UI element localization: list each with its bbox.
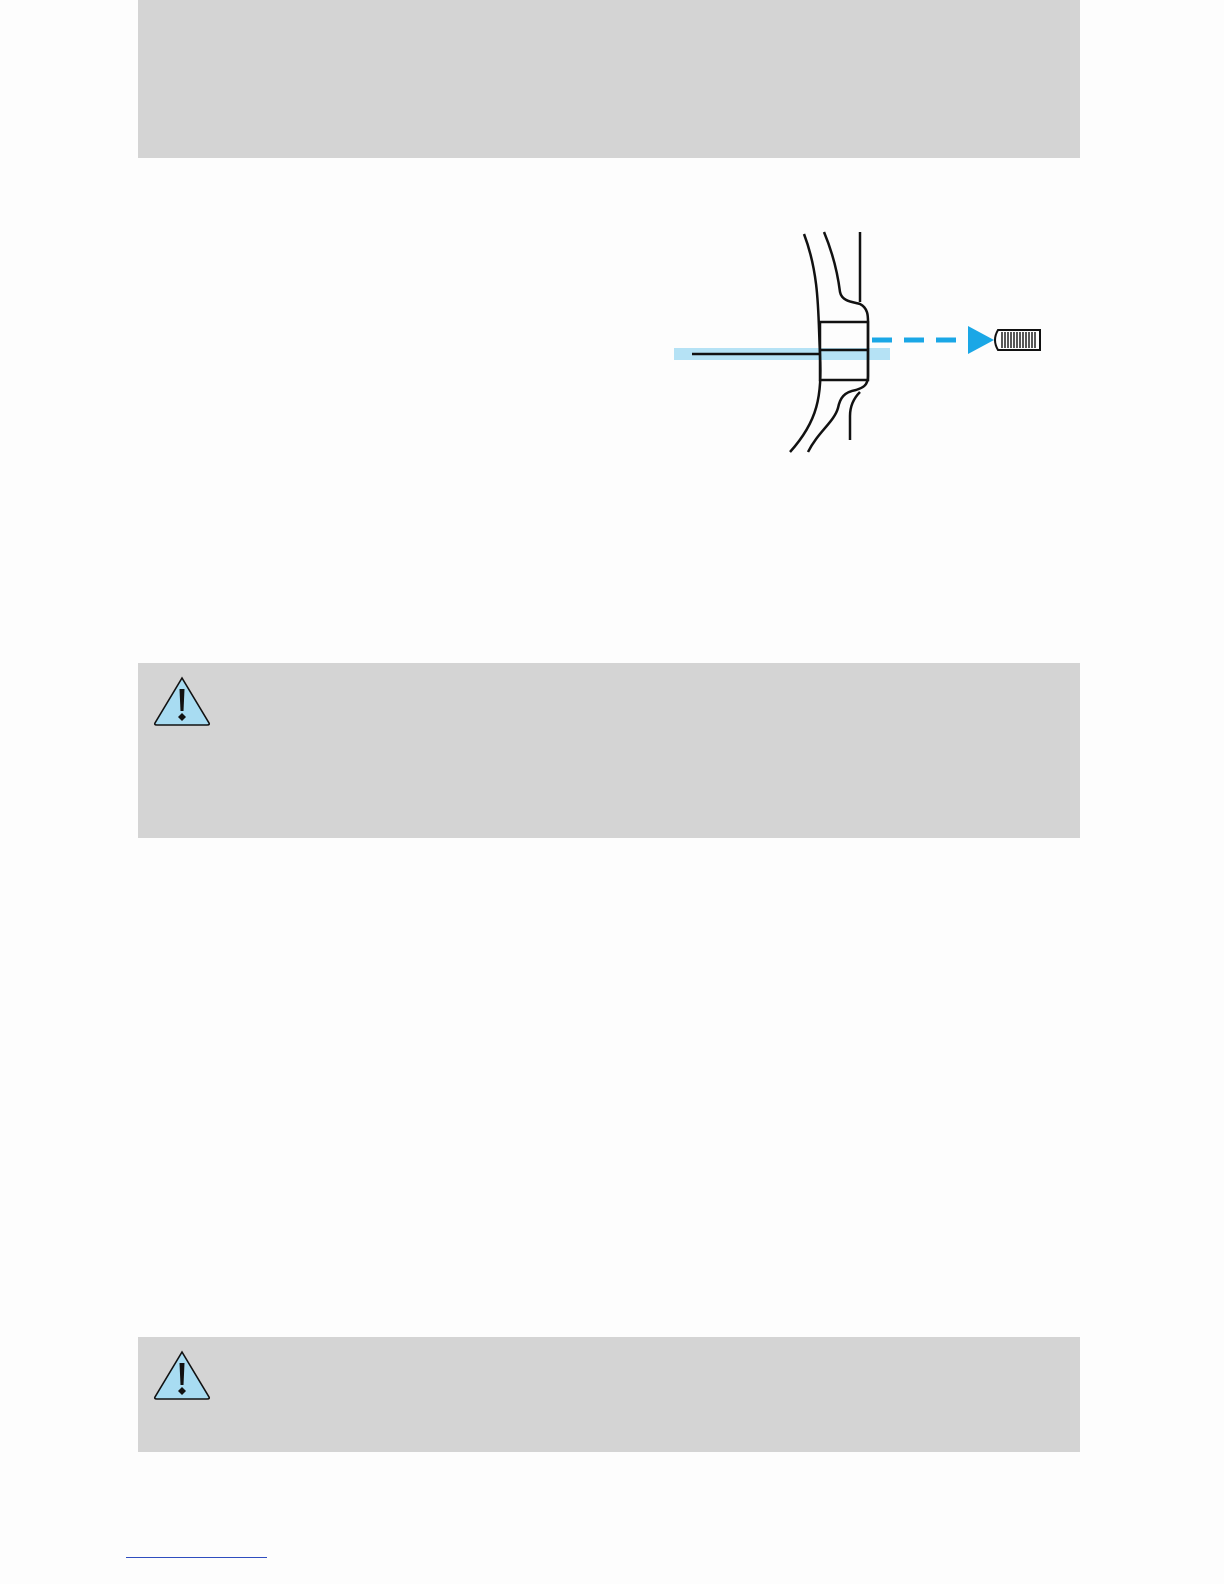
warning-triangle-icon xyxy=(152,675,212,727)
wheel-lug-nut-illustration xyxy=(668,226,1058,462)
removal-arrow-head xyxy=(968,326,994,354)
footer-link-underline[interactable] xyxy=(126,1557,267,1558)
wheel-outer-curve xyxy=(790,234,820,452)
lug-nut xyxy=(995,330,1040,350)
header-band xyxy=(138,0,1080,158)
warning-triangle-icon xyxy=(152,1349,212,1401)
warning-box xyxy=(138,663,1080,838)
hub-line xyxy=(850,232,860,440)
warning-box xyxy=(138,1337,1080,1452)
